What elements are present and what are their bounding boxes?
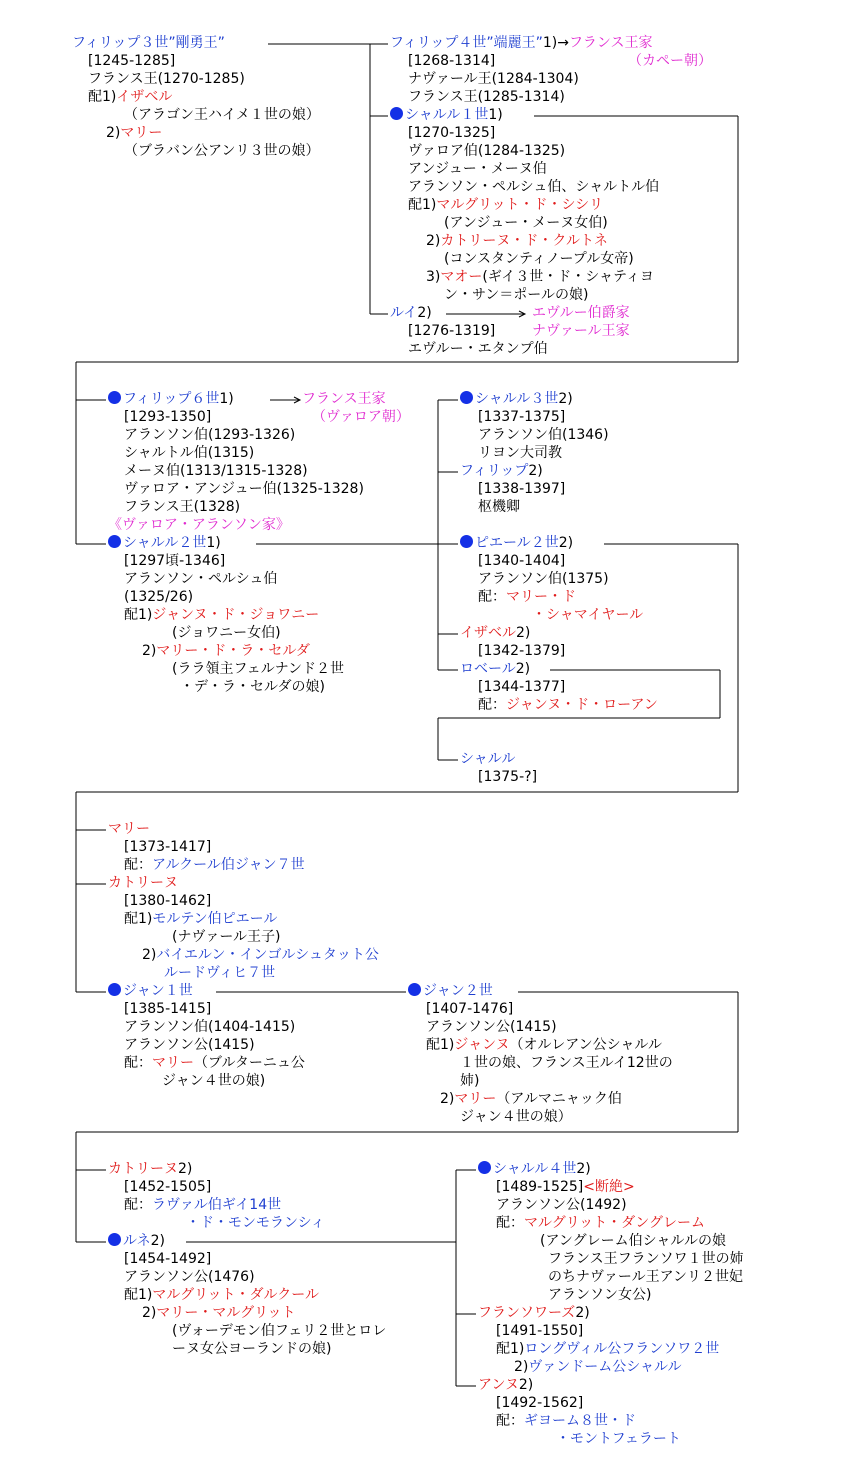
text-segment: ジャン２世 [423, 983, 493, 999]
text-segment: ラヴァル伯ギイ14世 [152, 1197, 282, 1213]
tree-text-line [548, 1250, 744, 1268]
text-segment: 配1) [124, 1287, 153, 1303]
tree-text-line [108, 516, 290, 534]
text-segment: マリー・ド・ラ・セルダ [156, 643, 310, 659]
text-segment: ヴァロア伯(1284-1325) [408, 143, 566, 159]
tree-text-line [124, 498, 240, 516]
text-segment: 配1) [408, 197, 437, 213]
tree-text-line [478, 696, 658, 714]
tree-text-line [426, 1000, 513, 1018]
tree-text-line [548, 1286, 651, 1304]
text-segment: 2) [575, 1305, 590, 1321]
text-segment: ルイ [390, 305, 418, 321]
text-segment: （アラゴン王ハイメ１世の娘） [124, 107, 320, 123]
blue-dot-icon [460, 391, 473, 404]
text-segment: マリー [152, 1055, 194, 1071]
tree-text-line [124, 606, 319, 624]
text-segment: フランス王家 [302, 391, 386, 407]
text-segment: (コンスタンティノープル女帝) [444, 251, 634, 267]
tree-text-line [88, 70, 245, 88]
text-segment: [1491-1550] [496, 1323, 584, 1339]
tree-text-line [548, 1268, 743, 1286]
tree-text-line [444, 214, 608, 232]
text-segment: (アングレーム伯シャルルの娘 [540, 1233, 726, 1249]
text-segment: ナヴァール王(1284-1304) [408, 71, 579, 87]
text-segment: モルテン伯ピエール [152, 911, 278, 927]
tree-text-line [162, 1072, 265, 1090]
tree-text-line [478, 408, 565, 426]
tree-text-line [478, 426, 609, 444]
tree-text-line [628, 52, 712, 70]
text-segment: フランス王(1328) [124, 499, 241, 515]
tree-text-line [172, 624, 281, 642]
text-segment: 2) [142, 1305, 157, 1321]
tree-text-line [514, 1358, 682, 1376]
tree-text-line [460, 660, 530, 678]
text-segment: [1380-1462] [124, 893, 212, 909]
tree-text-line [124, 1018, 295, 1036]
text-segment: ロングヴィル公フランソワ２世 [524, 1341, 720, 1357]
blue-dot-icon [478, 1161, 491, 1174]
tree-text-line [312, 408, 410, 426]
tree-text-line [426, 1036, 662, 1054]
text-segment: (ジョワニー女伯) [172, 625, 281, 641]
tree-text-line [478, 678, 565, 696]
text-segment: (アンジュー・メーヌ女伯) [444, 215, 608, 231]
tree-text-line [460, 462, 543, 480]
text-segment: バイエルン・インゴルシュタット公 [156, 947, 379, 963]
text-segment: ジャンヌ・ド・ローアン [506, 697, 658, 713]
tree-text-line [124, 444, 254, 462]
text-segment: (ヴォーデモン伯フェリ２世とロレ [172, 1323, 387, 1339]
text-segment: 配1) [124, 607, 153, 623]
tree-text-line [108, 390, 234, 408]
text-segment: [1268-1314] [408, 53, 496, 69]
tree-text-line [124, 1000, 211, 1018]
text-segment: [1338-1397] [478, 481, 566, 497]
text-segment: ジャン１世 [123, 983, 193, 999]
text-segment: アランソン伯(1375) [478, 571, 609, 587]
text-segment: 配1) [88, 89, 117, 105]
text-segment: 配： [478, 697, 506, 713]
text-segment: 2) [142, 947, 157, 963]
text-segment: カトリーヌ・ド・クルトネ [440, 233, 608, 249]
text-segment: １世の娘、フランス王ルイ12世の [460, 1055, 673, 1071]
text-segment: ピエール２世 [475, 535, 559, 551]
tree-text-line [532, 322, 630, 340]
tree-text-line [408, 322, 495, 340]
text-segment: 配： [124, 1197, 152, 1213]
tree-text-line [444, 250, 634, 268]
tree-text-line [108, 874, 178, 892]
text-segment: フランス王フランソワ１世の姉 [548, 1251, 744, 1267]
text-segment: ロベール [460, 661, 516, 677]
text-segment: カトリーヌ [108, 1161, 178, 1177]
tree-text-line [172, 928, 281, 946]
tree-text-line [390, 304, 432, 322]
tree-text-line [408, 142, 565, 160]
tree-text-line [72, 34, 225, 52]
text-segment: アランソン伯(1346) [478, 427, 609, 443]
text-segment: のちナヴァール王アンリ２世妃 [548, 1269, 744, 1285]
text-segment: 姉) [460, 1073, 480, 1089]
tree-text-line [180, 678, 325, 696]
tree-text-line [124, 1250, 211, 1268]
text-segment: フランス王(1285-1314) [408, 89, 565, 105]
text-segment: シャルル [460, 751, 516, 767]
text-segment: 2) [142, 643, 157, 659]
tree-text-line [478, 1376, 533, 1394]
text-segment: 2) [106, 125, 121, 141]
text-segment: ン・サン＝ポールの娘) [444, 287, 589, 303]
tree-text-line [496, 1178, 635, 1196]
tree-text-line [408, 160, 547, 178]
text-segment: ジャンヌ [454, 1037, 510, 1053]
tree-text-line [460, 750, 515, 768]
text-segment: アランソン公(1415) [124, 1037, 255, 1053]
text-segment: 配： [124, 1055, 152, 1071]
text-segment: 2) [576, 1161, 591, 1177]
tree-text-line [478, 1304, 590, 1322]
tree-text-line [460, 390, 573, 408]
tree-text-line [108, 1160, 192, 1178]
tree-text-line [478, 642, 565, 660]
text-segment: 配： [496, 1215, 524, 1231]
tree-text-line [496, 1412, 636, 1430]
blue-dot-icon [460, 535, 473, 548]
text-segment: マリー [108, 821, 150, 837]
text-segment: （ヴァロア朝） [312, 409, 410, 425]
text-segment: (1325/26) [124, 589, 194, 605]
text-segment: マリー・マルグリット [156, 1305, 296, 1321]
tree-text-line [124, 1196, 281, 1214]
tree-text-line [444, 286, 588, 304]
text-segment: [1344-1377] [478, 679, 566, 695]
text-segment: アルクール伯ジャン７世 [152, 857, 305, 873]
text-segment: [1489-1525] [496, 1179, 584, 1195]
text-segment: アランソン公(1415) [426, 1019, 557, 1035]
text-segment: マリー・ド [506, 589, 576, 605]
tree-text-line [108, 1232, 165, 1250]
text-segment: ギヨーム８世・ド [524, 1413, 636, 1429]
text-segment: ・モントフェラート [556, 1431, 681, 1447]
text-segment: [1407-1476] [426, 1001, 514, 1017]
text-segment: 配： [124, 857, 152, 873]
text-segment: （ブルターニュ公 [194, 1055, 305, 1071]
text-segment: （オルレアン公シャルル [509, 1037, 663, 1053]
tree-text-line [164, 964, 275, 982]
text-segment: [1270-1325] [408, 125, 496, 141]
tree-text-line [408, 196, 603, 214]
text-segment: 2) [528, 463, 543, 479]
text-segment: マオー [440, 269, 483, 285]
text-segment: マルグリット・ド・シシリ [436, 197, 604, 213]
tree-text-line [124, 426, 295, 444]
tree-text-line [478, 444, 562, 462]
text-segment: ・デ・ラ・セルダの娘) [180, 679, 325, 695]
text-segment: カトリーヌ [108, 875, 178, 891]
text-segment: アランソン伯(1293-1326) [124, 427, 296, 443]
text-segment: フィリップ４世”端麗王” [390, 35, 543, 51]
tree-text-line [460, 624, 530, 642]
tree-text-line [478, 768, 537, 786]
text-segment: 2) [516, 625, 531, 641]
tree-text-line [478, 1160, 591, 1178]
text-segment: ルードヴィヒ７世 [164, 965, 276, 981]
tree-text-line [460, 1054, 673, 1072]
tree-text-line [532, 606, 643, 624]
text-segment: マリー [454, 1091, 497, 1107]
text-segment: アランソン・ペルシュ伯、シャルトル伯 [408, 179, 660, 195]
text-segment: 2) [514, 1359, 529, 1375]
text-segment: ナヴァール王家 [532, 323, 630, 339]
text-segment: アランソン伯(1404-1415) [124, 1019, 296, 1035]
tree-text-line [426, 268, 654, 286]
text-segment: マルグリット・ダングレーム [524, 1215, 706, 1231]
text-segment: フィリップ [460, 463, 529, 479]
tree-text-line [124, 552, 225, 570]
text-segment: リヨン大司教 [478, 445, 562, 461]
tree-text-line [556, 1430, 681, 1448]
tree-text-line [108, 982, 193, 1000]
text-segment: イザベル [116, 89, 173, 105]
tree-text-line [124, 1036, 255, 1054]
text-segment: [1276-1319] [408, 323, 496, 339]
tree-text-line [108, 534, 221, 552]
text-segment: ジャン４世の娘） [460, 1109, 572, 1125]
tree-text-line [124, 462, 308, 480]
text-segment: (ギイ３世・ド・シャティヨ [482, 269, 654, 285]
tree-text-line [478, 480, 565, 498]
text-segment: 配： [496, 1413, 524, 1429]
blue-dot-icon [408, 983, 421, 996]
text-segment: 2) [440, 1091, 455, 1107]
tree-text-line [408, 70, 579, 88]
text-segment: イザベル [460, 625, 516, 641]
text-segment: 配1) [426, 1037, 455, 1053]
text-segment: 1) [219, 391, 234, 407]
tree-text-line [408, 52, 495, 70]
tree-text-line [108, 820, 150, 838]
text-segment: アランソン・ペルシュ伯 [124, 571, 278, 587]
text-segment: ・シャマイヤール [532, 607, 644, 623]
tree-text-line [142, 1304, 296, 1322]
text-segment: フランス王(1270-1285) [88, 71, 245, 87]
text-segment: マルグリット・ダルクール [152, 1287, 319, 1303]
text-segment: アランソン女公) [548, 1287, 652, 1303]
tree-text-line [172, 1340, 331, 1358]
text-segment: ヴァンドーム公シャルル [528, 1359, 682, 1375]
tree-text-line [408, 124, 495, 142]
tree-text-line [496, 1394, 583, 1412]
tree-text-line [106, 124, 162, 142]
text-segment: [1297頃-1346] [124, 553, 226, 569]
text-segment: ルネ [123, 1233, 151, 1249]
tree-text-line [302, 390, 386, 408]
tree-text-line [478, 552, 565, 570]
text-segment: 配1) [496, 1341, 525, 1357]
tree-text-line [124, 588, 193, 606]
tree-text-line [496, 1340, 719, 1358]
text-segment: ーヌ女公ヨーランドの娘) [172, 1341, 332, 1357]
text-segment: [1492-1562] [496, 1395, 584, 1411]
tree-text-line [124, 1268, 255, 1286]
tree-text-line [172, 660, 344, 678]
text-segment: [1342-1379] [478, 643, 566, 659]
text-segment: （ブラバン公アンリ３世の娘） [124, 143, 320, 159]
text-segment: [1337-1375] [478, 409, 566, 425]
tree-text-line [124, 838, 211, 856]
tree-text-line [88, 88, 172, 106]
text-segment: シャルル１世 [405, 107, 489, 123]
tree-text-line [496, 1322, 583, 1340]
tree-text-line [460, 1072, 479, 1090]
tree-text-line [478, 588, 576, 606]
tree-text-line [390, 34, 653, 52]
text-segment: 1) [206, 535, 221, 551]
text-segment: フランソワーズ [478, 1305, 576, 1321]
tree-text-line [124, 142, 319, 160]
text-segment: シャルル３世 [475, 391, 559, 407]
text-segment: アンジュー・メーヌ伯 [408, 161, 547, 177]
text-segment: アランソン公(1476) [124, 1269, 255, 1285]
text-segment: シャルル２世 [123, 535, 207, 551]
text-segment: [1245-1285] [88, 53, 176, 69]
tree-text-line [124, 1286, 319, 1304]
text-segment: <断絶> [583, 1179, 635, 1195]
text-segment: 2) [178, 1161, 193, 1177]
text-segment: シャルトル伯(1315) [124, 445, 255, 461]
blue-dot-icon [108, 391, 121, 404]
tree-text-line [460, 534, 573, 552]
tree-text-line [186, 1214, 325, 1232]
text-segment: （カペー朝） [628, 53, 712, 69]
tree-text-line [142, 946, 379, 964]
tree-text-line [460, 1108, 572, 1126]
tree-text-line [124, 1054, 305, 1072]
tree-text-line [390, 106, 503, 124]
text-segment: フランス王家 [568, 35, 653, 51]
tree-text-line [124, 408, 211, 426]
blue-dot-icon [108, 535, 121, 548]
text-segment: 配： [478, 589, 506, 605]
text-segment: アンヌ [478, 1377, 519, 1393]
tree-text-line [408, 88, 565, 106]
text-segment: 配1) [124, 911, 153, 927]
text-segment: ヴァロア・アンジュー伯(1325-1328) [124, 481, 364, 497]
text-segment: [1293-1350] [124, 409, 212, 425]
blue-dot-icon [108, 983, 121, 996]
text-segment: [1373-1417] [124, 839, 212, 855]
tree-text-line [408, 340, 548, 358]
text-segment: 《ヴァロア・アランソン家》 [108, 517, 290, 533]
tree-text-line [426, 232, 608, 250]
text-segment: 枢機卿 [478, 499, 520, 515]
text-segment: [1454-1492] [124, 1251, 212, 1267]
tree-text-line [408, 982, 493, 1000]
tree-text-line [532, 304, 630, 322]
blue-dot-icon [390, 107, 403, 120]
text-segment: 3) [426, 269, 441, 285]
text-segment: [1375-?] [478, 769, 538, 785]
text-segment: (ララ領主フェルナンド２世 [172, 661, 345, 677]
text-segment: ・ド・モンモランシィ [186, 1215, 325, 1231]
tree-text-line [142, 642, 310, 660]
text-segment: 2) [417, 305, 432, 321]
text-segment: 2) [515, 661, 531, 677]
text-segment: 2) [518, 1377, 534, 1393]
tree-text-line [440, 1090, 622, 1108]
tree-text-line [124, 856, 305, 874]
text-segment: [1340-1404] [478, 553, 566, 569]
tree-text-line [88, 52, 175, 70]
text-segment: 2) [150, 1233, 165, 1249]
tree-text-line [124, 910, 277, 928]
tree-text-line [124, 892, 211, 910]
tree-text-line [124, 1178, 211, 1196]
tree-text-line [478, 570, 609, 588]
text-segment: [1385-1415] [124, 1001, 212, 1017]
text-segment: ジャンヌ・ド・ジョワニー [152, 607, 320, 623]
text-segment: 1)→ [542, 35, 569, 51]
text-segment: シャルル４世 [493, 1161, 577, 1177]
tree-text-line [496, 1214, 705, 1232]
tree-text-line [540, 1232, 726, 1250]
text-segment: 2) [426, 233, 441, 249]
text-segment: [1452-1505] [124, 1179, 212, 1195]
text-segment: （アルマニャック伯 [496, 1091, 622, 1107]
text-segment: エヴルー・エタンプ伯 [408, 341, 548, 357]
text-segment: エヴルー伯爵家 [532, 305, 630, 321]
text-segment: 1) [488, 107, 503, 123]
text-segment: マリー [120, 125, 163, 141]
text-segment: アランソン公(1492) [496, 1197, 627, 1213]
tree-text-line [124, 570, 277, 588]
text-segment: ジャン４世の娘) [162, 1073, 266, 1089]
text-segment: (ナヴァール王子) [172, 929, 281, 945]
text-segment: 2) [558, 391, 573, 407]
tree-text-line [124, 480, 364, 498]
tree-text-line [478, 498, 520, 516]
tree-text-line [124, 106, 320, 124]
tree-text-line [496, 1196, 627, 1214]
tree-text-line [172, 1322, 386, 1340]
tree-text-line [408, 178, 659, 196]
tree-text-line [426, 1018, 557, 1036]
text-segment: メーヌ伯(1313/1315-1328) [124, 463, 308, 479]
text-segment: フィリップ６世 [123, 391, 220, 407]
text-segment: フィリップ３世”剛勇王” [72, 35, 225, 51]
blue-dot-icon [108, 1233, 121, 1246]
text-segment: 2) [558, 535, 574, 551]
